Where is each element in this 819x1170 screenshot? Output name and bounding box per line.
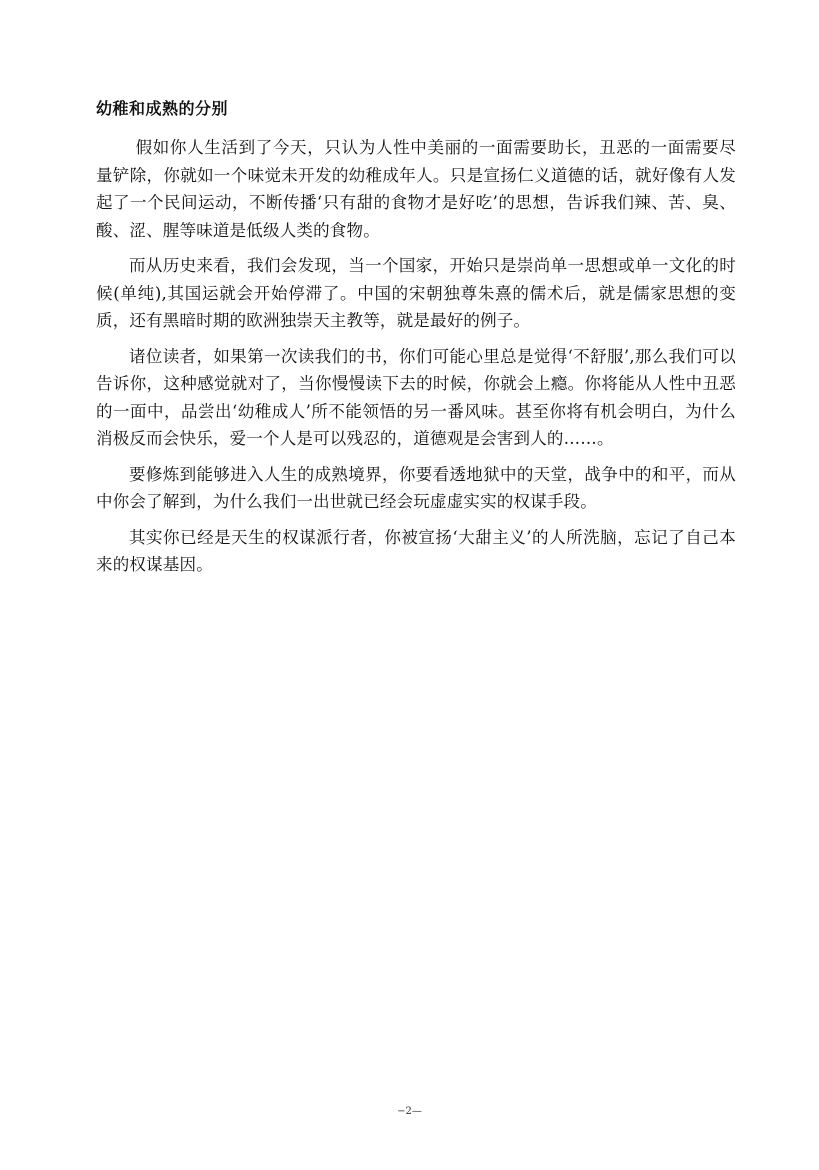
paragraph: 其实你已经是天生的权谋派行者，你被宣扬‘大甜主义’的人所洗脑，忘记了自己本来的权谋基因。	[96, 527, 736, 574]
section-heading: 幼稚和成熟的分别	[96, 99, 229, 118]
paragraph: 假如你人生活到了今天，只认为人性中美丽的一面需要助长，丑恶的一面需要尽量铲除，你就如一个味觉未开发的幼稚成年人。只是宣扬仁义道德的话，就好像有人发起了一个民间运动，不断传播‘只有甜的食物才是好吃’的思想，告诉我们辣、苦、臭、酸、涩、腥等味道是低级人类的食物。	[96, 138, 736, 240]
page-number: −2—	[397, 1106, 422, 1117]
paragraph: 而从历史来看，我们会发现，当一个国家，开始只是崇尚单一思想或单一文化的时候(单纯),其国运就会开始停滞了。中国的宋朝独尊朱熹的儒术后，就是儒家思想的变质，还有黑暗时期的欧洲独崇天主教等，就是最好的例子。	[96, 256, 736, 330]
paragraph: 诸位读者，如果第一次读我们的书，你们可能心里总是觉得‘不舒服’,那么我们可以告诉你，这种感觉就对了，当你慢慢读下去的时候，你就会上瘾。你将能从人性中丑恶的一面中，品尝出‘幼稚成人’所不能领悟的另一番风味。甚至你将有机会明白，为什么消极反而会快乐，爱一个人是可以残忍的，道德观是会害到人的……。	[96, 346, 736, 448]
body-text	[96, 134, 736, 587]
paragraph: 要修炼到能够进入人生的成熟境界，你要看透地狱中的天堂，战争中的和平，而从中你会了解到，为什么我们一出世就已经会玩虚虚实实的权谋手段。	[96, 464, 736, 511]
